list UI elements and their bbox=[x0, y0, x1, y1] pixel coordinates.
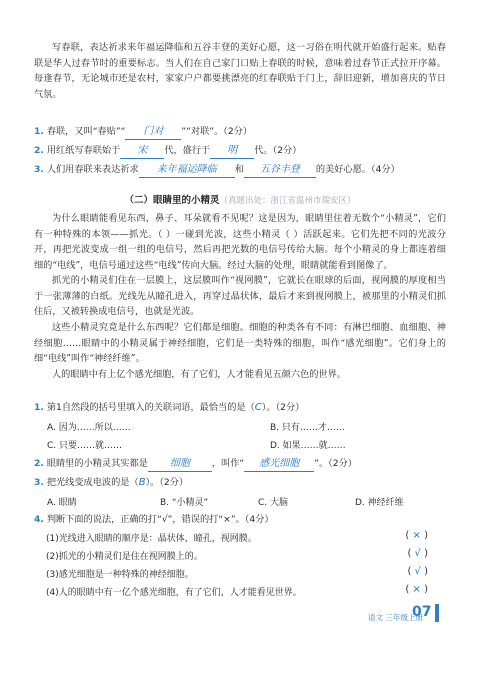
option-b[interactable]: B. 只有……才…… bbox=[270, 423, 345, 433]
passage-source: （真题出处：浙江省温州市瑞安区） bbox=[219, 196, 356, 206]
handwritten-answer: 明 bbox=[227, 145, 238, 156]
question-text: ，叫作“ bbox=[211, 458, 245, 469]
judge-mark: × bbox=[412, 584, 421, 595]
option-b[interactable]: B. “小精灵” bbox=[160, 498, 209, 508]
judge-item-3: (3)感光细胞是一种特殊的神经细胞。 bbox=[46, 570, 194, 580]
question-number: 2. bbox=[34, 458, 44, 469]
answer-blank[interactable] bbox=[148, 457, 212, 472]
handwritten-answer: 感光细胞 bbox=[259, 458, 300, 469]
handwritten-answer: 五谷丰登 bbox=[259, 164, 300, 175]
handwritten-answer: 门对 bbox=[143, 126, 164, 137]
answer-blank[interactable] bbox=[244, 457, 314, 472]
question-text: 春联，又叫“春贴”“ bbox=[46, 126, 126, 137]
question-text: 把光线变成电波的是（ bbox=[46, 477, 139, 488]
question-text: ）。（2分） bbox=[145, 477, 189, 488]
passage-title bbox=[0, 192, 480, 206]
answer-blank[interactable] bbox=[210, 144, 254, 159]
passage-paragraph-2: 抓光的小精灵们住在一层膜上，这层膜叫作“视网膜”，它就长在眼球的后面，视网膜的厚度相当于一张薄薄的白纸。光线先从瞳孔进入，再穿过晶状体，最后才来到视网膜上，被那里的小精灵们抓住后，又被转换成电信号，也就是光波。 bbox=[34, 275, 446, 317]
answer-blank[interactable] bbox=[125, 125, 181, 140]
judge-mark: √ bbox=[414, 566, 421, 577]
passage-paragraph-4: 人的眼睛中有上亿个感光细胞，有了它们，人才能看见五颜六色的世界。 bbox=[52, 369, 346, 380]
passage-paragraph-3: 这些小精灵究竟是什么东西呢？它们都是细胞。细胞的种类各有不同：有淋巴细胞、血细胞、神经细胞……眼睛中的小精灵属于神经细胞，它们是一类特殊的细胞，叫作“感光细胞”。它们身上的细“电线”叫作“神经纤维”。 bbox=[34, 322, 446, 364]
option-a[interactable]: A. 眼睛 bbox=[47, 498, 77, 508]
judge-mark: √ bbox=[414, 548, 421, 559]
question-2-2 bbox=[34, 457, 357, 472]
handwritten-answer[interactable]: B bbox=[138, 477, 146, 488]
question-text: 代。（2分） bbox=[254, 145, 302, 156]
judge-answer-1[interactable]: ( × ) bbox=[405, 530, 428, 541]
option-c[interactable]: C. 大脑 bbox=[258, 498, 289, 508]
question-number: 4. bbox=[34, 514, 44, 525]
judge-mark: × bbox=[412, 530, 421, 541]
question-text: ”“对联”。（2分） bbox=[181, 126, 253, 137]
question-2-4 bbox=[34, 513, 274, 527]
question-3 bbox=[34, 163, 400, 178]
passage-paragraph-1: 为什么眼睛能看见东西，鼻子、耳朵就看不见呢？这是因为，眼睛里住着无数个“小精灵”，它们有一种特殊的本领——抓光。（ ）一碰到光波，这些小精灵（ ）活跃起来。它们先把不同的光波分开，再把光波变成一组一组的电信号，然后再把光数的电信号传给大脑。每个小精灵的身上都连着细细的“电线”，电信号通过这些“电线”传向大脑。经过大脑的处理，眼睛就能看到图像了。 bbox=[34, 213, 446, 271]
question-text: 判断下面的说法，正确的打“√”，错误的打“×”。（4分） bbox=[46, 514, 274, 525]
footer-subject: 语文 三年级上册 bbox=[368, 613, 423, 622]
option-d[interactable]: D. 如果……就…… bbox=[270, 441, 346, 451]
question-number: 3. bbox=[34, 164, 44, 175]
question-number: 1. bbox=[34, 402, 44, 413]
question-2 bbox=[34, 144, 301, 159]
handwritten-answer: 细胞 bbox=[169, 458, 190, 469]
page-number: 07 bbox=[412, 604, 432, 620]
judge-item-2: (2)抓光的小精灵们是住在视网膜上的。 bbox=[46, 552, 203, 562]
question-text: 用红纸写春联始于 bbox=[46, 145, 121, 156]
judge-answer-4[interactable]: ( × ) bbox=[405, 584, 428, 595]
judge-answer-3[interactable]: ( √ ) bbox=[407, 566, 428, 577]
question-text: 的美好心愿。（4分） bbox=[315, 164, 400, 175]
question-text: 和 bbox=[234, 164, 244, 175]
handwritten-answer: 来年福运降临 bbox=[156, 164, 217, 175]
intro-paragraph: 写春联，表达祈求来年福运降临和五谷丰登的美好心愿，这一习俗在明代就开始盛行起来。贴春联是华人过春节时的重要标志。当人们在自己家门口贴上春联的时候，意味着过春节正式拉开序幕。每逢春节，无论城市还是农村，家家户户都要挑漂亮的红春联贴于门上，辞旧迎新，增加喜庆的节日气氛。 bbox=[34, 42, 446, 100]
option-d[interactable]: D. 神经纤维 bbox=[355, 498, 404, 508]
answer-blank[interactable] bbox=[139, 163, 235, 178]
answer-blank[interactable] bbox=[244, 163, 316, 178]
option-a[interactable]: A. 因为……所以…… bbox=[47, 423, 131, 433]
question-text: 第1自然段的括号里填入的关联词语，最恰当的是（ bbox=[46, 402, 255, 413]
question-text: ”。（2分） bbox=[314, 458, 357, 469]
question-text: 代，盛行于 bbox=[164, 145, 211, 156]
passage-title-text: （二）眼睛里的小精灵 bbox=[124, 195, 220, 206]
handwritten-answer[interactable]: C bbox=[254, 402, 262, 413]
page-bar-decoration bbox=[435, 604, 439, 622]
judge-item-1: (1)光线进入眼睛的顺序是：晶状体，瞳孔，视网膜。 bbox=[46, 534, 257, 544]
question-2-1 bbox=[34, 401, 304, 415]
handwritten-answer: 宋 bbox=[137, 145, 148, 156]
question-number: 1. bbox=[34, 126, 44, 137]
question-text: 人们用春联来表达祈求 bbox=[46, 164, 139, 175]
option-c[interactable]: C. 只要……就…… bbox=[47, 441, 123, 451]
judge-answer-2[interactable]: ( √ ) bbox=[407, 548, 428, 559]
question-2-3 bbox=[34, 476, 188, 490]
question-text: 眼睛里的小精灵其实都是 bbox=[46, 458, 148, 469]
question-text: ）。（2分） bbox=[261, 402, 305, 413]
question-number: 2. bbox=[34, 145, 44, 156]
answer-blank[interactable] bbox=[120, 144, 164, 159]
question-number: 3. bbox=[34, 477, 44, 488]
judge-item-4: (4)人的眼睛中有一亿个感光细胞，有了它们，人才能看见世界。 bbox=[46, 588, 302, 598]
question-1 bbox=[34, 125, 252, 140]
